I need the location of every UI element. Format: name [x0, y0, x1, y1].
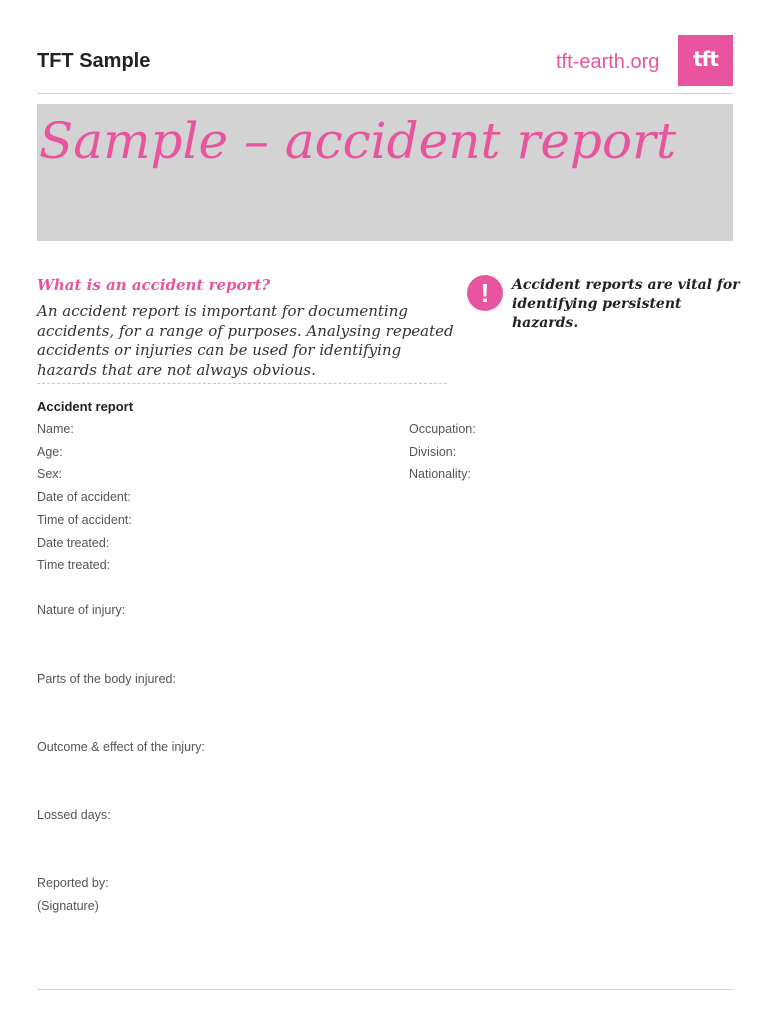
intro-body: An accident report is important for documenting accidents, for a range of purposes. Analysing repeated accidents or injuries can be used for identifying hazards that are not always obvious. — [37, 302, 454, 379]
exclamation-icon — [467, 275, 503, 311]
field-division: Division: — [409, 445, 457, 459]
field-outcome-effect: Outcome & effect of the injury: — [37, 740, 205, 754]
form-heading: Accident report — [37, 399, 134, 414]
field-nature-of-injury: Nature of injury: — [37, 603, 126, 617]
field-nationality: Nationality: — [409, 467, 471, 481]
tft-logo-text: tft — [693, 47, 718, 71]
website-link[interactable]: tft-earth.org — [556, 51, 660, 73]
tft-logo — [678, 35, 733, 86]
dotted-divider — [37, 383, 447, 384]
title-banner — [37, 104, 733, 241]
field-sex: Sex: — [37, 467, 63, 481]
field-name: Name: — [37, 422, 74, 436]
field-age: Age: — [37, 445, 63, 459]
exclamation-mark: ! — [480, 278, 490, 308]
document-title: TFT Sample — [37, 50, 151, 72]
field-date-of-accident: Date of accident: — [37, 490, 131, 504]
field-reported-by: Reported by: — [37, 876, 109, 890]
field-signature: (Signature) — [37, 899, 99, 913]
footer-divider — [37, 989, 733, 990]
field-time-of-accident: Time of accident: — [37, 513, 132, 527]
field-date-treated: Date treated: — [37, 536, 110, 550]
field-time-treated: Time treated: — [37, 558, 111, 572]
callout-text: Accident reports are vital for identifying persistent hazards. — [512, 277, 740, 331]
header-divider — [37, 93, 733, 94]
field-lossed-days: Lossed days: — [37, 808, 111, 822]
field-occupation: Occupation: — [409, 422, 476, 436]
intro-question: What is an accident report? — [37, 276, 271, 294]
page-title: Sample – accident report — [39, 112, 677, 170]
field-parts-of-body-injured: Parts of the body injured: — [37, 672, 176, 686]
